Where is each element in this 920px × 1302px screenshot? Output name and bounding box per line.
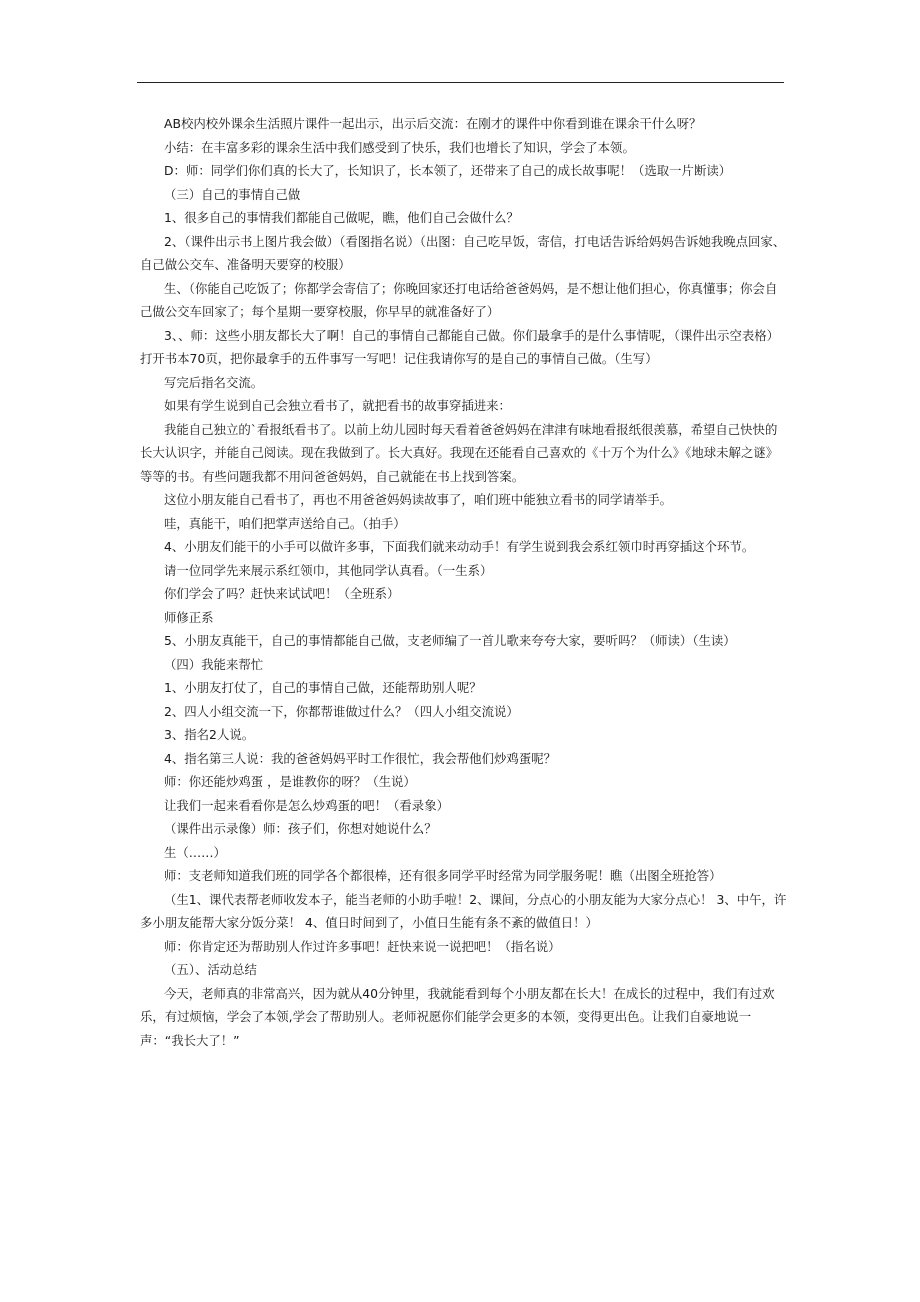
paragraph: AB校内校外课余生活照片课件一起出示，出示后交流：在刚才的课件中你看到谁在课余干什么呀？ — [164, 116, 702, 131]
paragraph: 2、（课件出示书上图片我会做）（看图指名说）（出图：自己吃早饭，寄信，打电话告诉给妈妈告诉她我晚点回家、自己做公交车、准备明天要穿的校服） — [140, 233, 786, 272]
paragraph: 4、指名第三人说：我的爸爸妈妈平时工作很忙，我会帮他们炒鸡蛋呢？ — [164, 750, 556, 766]
paragraph: 小结：在丰富多彩的课余生活中我们感受到了快乐，我们也增长了知识，学会了本领。 — [164, 139, 635, 155]
paragraph: 3、、师：这些小朋友都长大了啊！自己的事情自己都能自己做。你们最拿手的是什么事情呢，（课件出示空表格）打开书本70页，把你最拿手的五件事写一写吧！记住我请你写的是自己的事情自己做。（生写） — [140, 327, 780, 366]
paragraph: 哇，真能干，咱们把掌声送给自己。（拍手） — [164, 515, 406, 531]
header-rule — [137, 82, 784, 83]
paragraph: 生、（你能自己吃饭了；你都学会寄信了；你晚回家还打电话给爸爸妈妈，是不想让他们担心，你真懂事；你会自己做公交车回家了；每个星期一要穿校服，你早早的就准备好了） — [140, 280, 778, 319]
section-heading: （四）我能来帮忙 — [164, 656, 264, 672]
paragraph: 如果有学生说到自己会独立看书了，就把看书的故事穿插进来： — [164, 398, 511, 413]
paragraph: 1、小朋友打仗了，自己的事情自己做，还能帮助别人呢？ — [164, 680, 482, 695]
paragraph: 5、小朋友真能干，自己的事情都能自己做，支老师编了一首儿歌来夸夸大家，要听吗？（师读）（生读） — [164, 633, 736, 648]
paragraph: 请一位同学先来展示系红领巾，其他同学认真看。（一生系） — [164, 562, 493, 578]
paragraph: 师：支老师知道我们班的同学各个都很棒，还有很多同学平时经常为同学服务呢！瞧（出图全班抢答） — [164, 868, 722, 883]
paragraph: 1、很多自己的事情我们都能自己做呢，瞧，他们自己会做什么？ — [164, 210, 519, 225]
paragraph: 师：你肯定还为帮助别人作过许多事吧！赶快来说一说把吧！（指名说） — [164, 938, 561, 954]
paragraph: 3、指名2人说。 — [164, 727, 255, 742]
paragraph: 生（……） — [164, 844, 226, 860]
section-heading: （三）自己的事情自己做 — [164, 186, 301, 202]
document-body — [140, 112, 788, 1052]
paragraph: （课件出示录像）师：孩子们，你想对她说什么？ — [164, 821, 437, 836]
paragraph: D：师：同学们你们真的长大了，长知识了，长本领了，还带来了自己的成长故事呢！（选取一片断读） — [164, 163, 732, 178]
paragraph: 师：你还能炒鸡蛋 ，是谁教你的呀？（生说） — [164, 774, 416, 789]
paragraph: 今天，老师真的非常高兴，因为就从40分钟里，我就能看到每个小朋友都在长大！在成长的过程中，我们有过欢乐，有过烦恼，学会了本领,学会了帮助别人。老师祝愿你们能学会更多的本领，变得更出色。让我们自豪地说一声：“我长大了！” — [140, 985, 775, 1048]
paragraph: 这位小朋友能自己看书了，再也不用爸爸妈妈读故事了，咱们班中能独立看书的同学请举手。 — [164, 492, 673, 507]
paragraph: 师修正系 — [164, 609, 214, 625]
paragraph: 4、小朋友们能干的小手可以做许多事，下面我们就来动动手！有学生说到我会系红领巾时再穿插这个环节。 — [164, 539, 755, 554]
paragraph: 让我们一起来看看你是怎么炒鸡蛋的吧！（看录象） — [164, 797, 449, 813]
paragraph: 你们学会了吗？赶快来试试吧！（全班系） — [164, 586, 400, 601]
paragraph: 2、四人小组交流一下，你都帮谁做过什么？（四人小组交流说） — [164, 703, 519, 719]
paragraph: （生1、课代表帮老师收发本子，能当老师的小助手啦！2、课间，分点心的小朋友能为大家分点心！ 3、中午，许多小朋友能帮大家分饭分菜！ 4、值日时间到了，小值日生能有条不紊的做值日！） — [140, 891, 787, 930]
paragraph: 写完后指名交流。 — [164, 374, 264, 390]
paragraph: 我能自己独立的`看报纸看书了。以前上幼儿园时每天看着爸爸妈妈在津津有味地看报纸很羡慕，希望自己快快的长大认识字，并能自己阅读。现在我做到了。长大真好。我现在还能看自己喜欢的《十万个为什么》《地球未解之谜》等等的书。有些问题我都不用问爸爸妈妈，自己就能在书上找到答案。 — [140, 421, 779, 484]
section-heading: （五）、活动总结 — [164, 962, 257, 977]
